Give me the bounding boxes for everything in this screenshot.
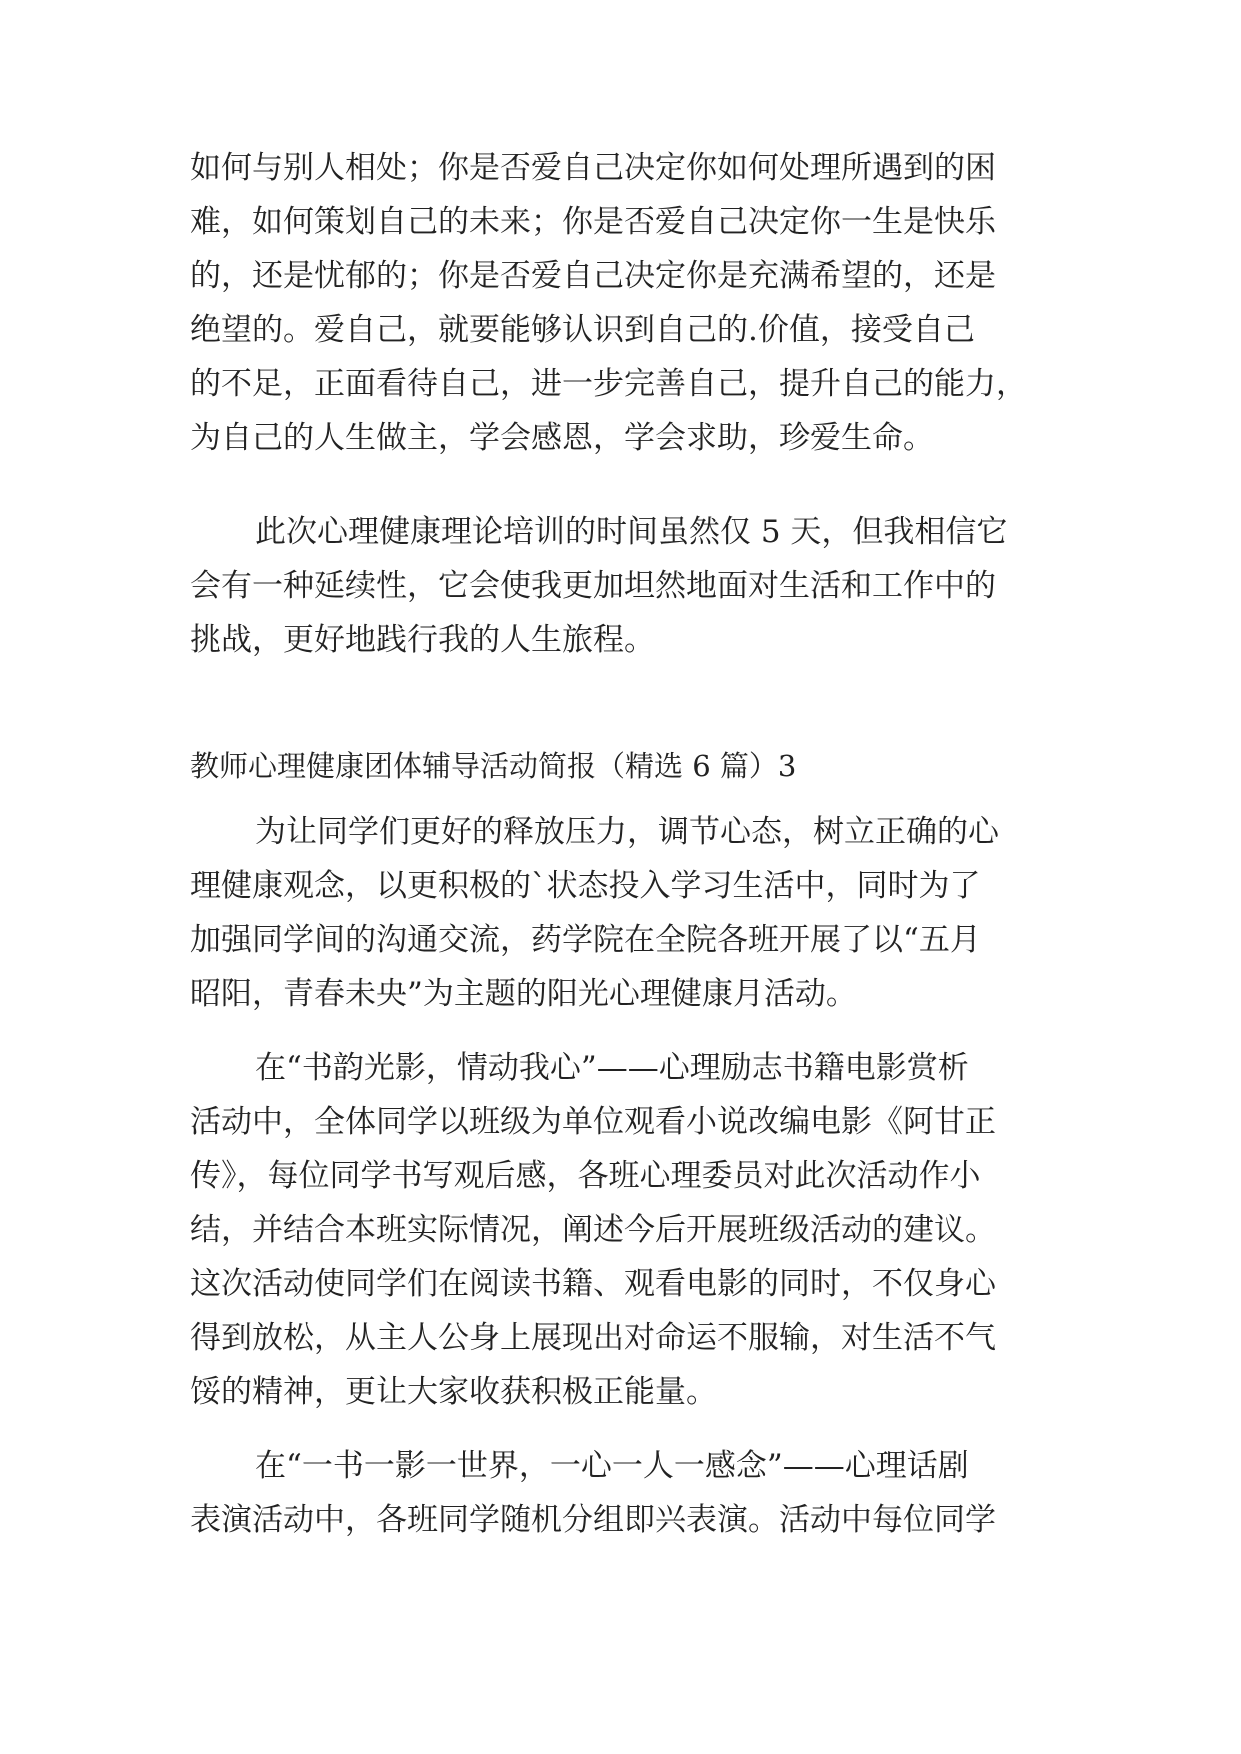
text-line: 昭阳，青春未央”为主题的阳光心理健康月活动。 [190,976,857,1012]
text-line: 为让同学们更好的释放压力，调节心态，树立正确的心 [255,814,999,850]
text-line: 传》，每位同学书写观后感，各班心理委员对此次活动作小 [190,1158,981,1194]
text-line: 难，如何策划自己的未来；你是否爱自己决定你一生是快乐 [190,204,996,240]
text-line: 在“一书一影一世界，一心一人一感念”——心理话剧 [255,1448,969,1484]
text-line: 为自己的人生做主，学会感恩，学会求助，珍爱生命。 [190,420,934,456]
text-line: 会有一种延续性，它会使我更加坦然地面对生活和工作中的 [190,568,996,604]
text-line: 表演活动中，各班同学随机分组即兴表演。活动中每位同学 [190,1502,996,1538]
text-line: 绝望的。爱自己，就要能够认识到自己的.价值，接受自己 [190,312,975,348]
text-line: 加强同学间的沟通交流，药学院在全院各班开展了以“五月 [190,922,981,958]
text-line: 活动中，全体同学以班级为单位观看小说改编电影《阿甘正 [190,1104,996,1140]
text-line: 在“书韵光影，情动我心”——心理励志书籍电影赏析 [255,1050,969,1086]
text-line: 这次活动使同学们在阅读书籍、观看电影的同时，不仅身心 [190,1266,996,1302]
text-line: 馁的精神，更让大家收获积极正能量。 [190,1374,717,1410]
text-line: 结，并结合本班实际情况，阐述今后开展班级活动的建议。 [190,1212,996,1248]
text-line: 的不足，正面看待自己，进一步完善自己，提升自己的能力， [190,366,1027,402]
text-line: 挑战，更好地践行我的人生旅程。 [190,622,655,658]
text-line: 此次心理健康理论培训的时间虽然仅 5 天，但我相信它 [255,514,1008,550]
text-line: 的，还是忧郁的；你是否爱自己决定你是充满希望的，还是 [190,258,996,294]
text-line: 得到放松，从主人公身上展现出对命运不服输，对生活不气 [190,1320,996,1356]
section-heading: 教师心理健康团体辅导活动简报（精选 6 篇）3 [190,749,797,783]
text-line: 理健康观念，以更积极的`状态投入学习生活中，同时为了 [190,868,981,904]
text-line: 如何与别人相处；你是否爱自己决定你如何处理所遇到的困 [190,150,996,186]
